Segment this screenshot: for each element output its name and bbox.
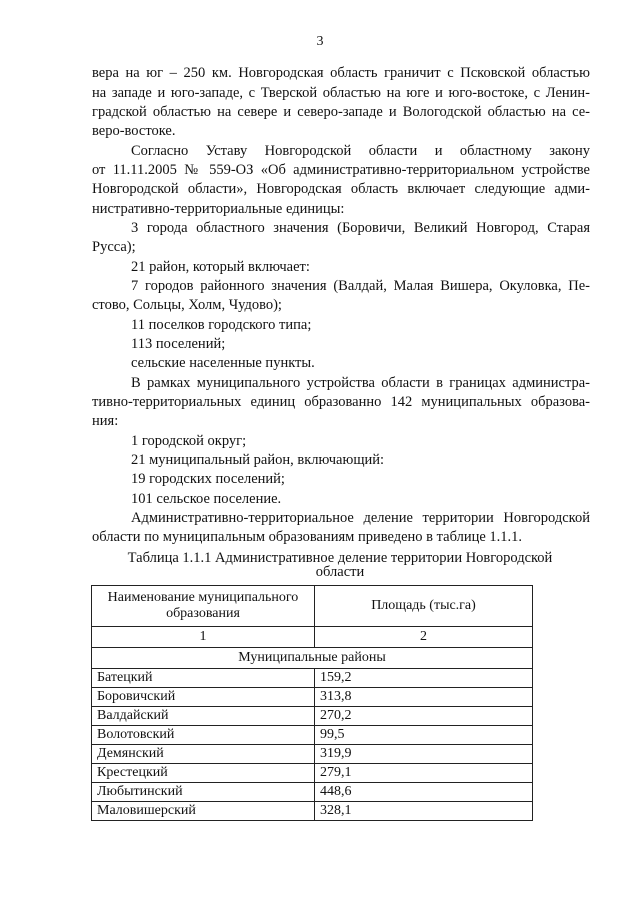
- text-line: 7 городов районного значения (Валдай, Малая Вишера, Окуловка, Пе-: [131, 278, 590, 294]
- table-row: [92, 688, 533, 707]
- district-name: Боровичский: [92, 688, 315, 707]
- table-caption-line: области: [315, 564, 365, 580]
- text-line: Новгородской области», Новгородская область включает следующие адми-: [92, 181, 590, 197]
- districts-table: [91, 585, 533, 821]
- table-row: [92, 802, 533, 821]
- district-name: Любытинский: [92, 783, 315, 802]
- text-line: 3 города областного значения (Боровичи, Великий Новгород, Старая: [131, 220, 590, 236]
- district-area: 159,2: [315, 669, 533, 688]
- text-line: 113 поселений;: [131, 336, 226, 352]
- text-line: Русса);: [92, 239, 136, 255]
- text-line: от 11.11.2005 № 559-ОЗ «Об административно-территориальном устройстве: [92, 162, 590, 178]
- text-line: тивно-территориальных единиц образованно 142 муниципальных образова-: [92, 394, 590, 410]
- table-row: [92, 745, 533, 764]
- district-name: Батецкий: [92, 669, 315, 688]
- district-area: 99,5: [315, 726, 533, 745]
- district-area: 279,1: [315, 764, 533, 783]
- section-title: Муниципальные районы: [92, 648, 533, 669]
- table-header-row: [92, 586, 533, 627]
- text-line: В рамках муниципального устройства области в границах администра-: [131, 375, 590, 391]
- text-line: градской областью на севере и северо-западе и Вологодской областью на се-: [92, 104, 590, 120]
- district-name: Волотовский: [92, 726, 315, 745]
- table-row: [92, 726, 533, 745]
- column-number: 1: [92, 627, 315, 648]
- table-caption-line: Таблица 1.1.1 Административное деление территории Новгородской: [127, 550, 553, 566]
- table-section-row: [92, 648, 533, 669]
- text-line: на западе и юго-западе, с Тверской областью на юге и юго-востоке, с Ленин-: [92, 85, 590, 101]
- district-name: Демянский: [92, 745, 315, 764]
- header-name-cell: [92, 586, 315, 627]
- text-line: 19 городских поселений;: [131, 471, 285, 487]
- district-area: 270,2: [315, 707, 533, 726]
- district-area: 448,6: [315, 783, 533, 802]
- page-number: 3: [316, 34, 324, 49]
- header-area-cell: Площадь (тыс.га): [315, 586, 533, 627]
- text-line: области по муниципальным образованиям приведено в таблице 1.1.1.: [92, 529, 523, 545]
- text-line: Административно-территориальное деление территории Новгородской: [131, 510, 590, 526]
- table-caption: [90, 551, 590, 579]
- table-numbering-row: [92, 627, 533, 648]
- text-line: сельские населенные пункты.: [131, 355, 315, 371]
- text-line: 21 район, который включает:: [131, 259, 310, 275]
- text-line: нистративно-территориальные единицы:: [92, 201, 345, 217]
- table-row: [92, 669, 533, 688]
- district-area: 319,9: [315, 745, 533, 764]
- table-row: [92, 707, 533, 726]
- district-area: 313,8: [315, 688, 533, 707]
- text-line: стово, Сольцы, Холм, Чудово);: [92, 297, 282, 313]
- district-area: 328,1: [315, 802, 533, 821]
- header-name-line: образования: [166, 606, 240, 621]
- text-line: Согласно Уставу Новгородской области и областному закону: [131, 143, 590, 159]
- column-number: 2: [315, 627, 533, 648]
- text-line: 11 поселков городского типа;: [131, 317, 312, 333]
- text-line: вера на юг – 250 км. Новгородская область граничит с Псковской областью: [92, 65, 590, 81]
- district-name: Маловишерский: [92, 802, 315, 821]
- district-name: Крестецкий: [92, 764, 315, 783]
- text-line: 101 сельское поселение.: [131, 491, 282, 507]
- text-line: веро-востоке.: [92, 123, 176, 139]
- district-name: Валдайский: [92, 707, 315, 726]
- table-row: [92, 764, 533, 783]
- text-line: 21 муниципальный район, включающий:: [131, 452, 385, 468]
- text-line: ния:: [92, 413, 119, 429]
- table-row: [92, 783, 533, 802]
- header-name-line: Наименование муниципального: [107, 590, 299, 605]
- text-line: 1 городской округ;: [131, 433, 247, 449]
